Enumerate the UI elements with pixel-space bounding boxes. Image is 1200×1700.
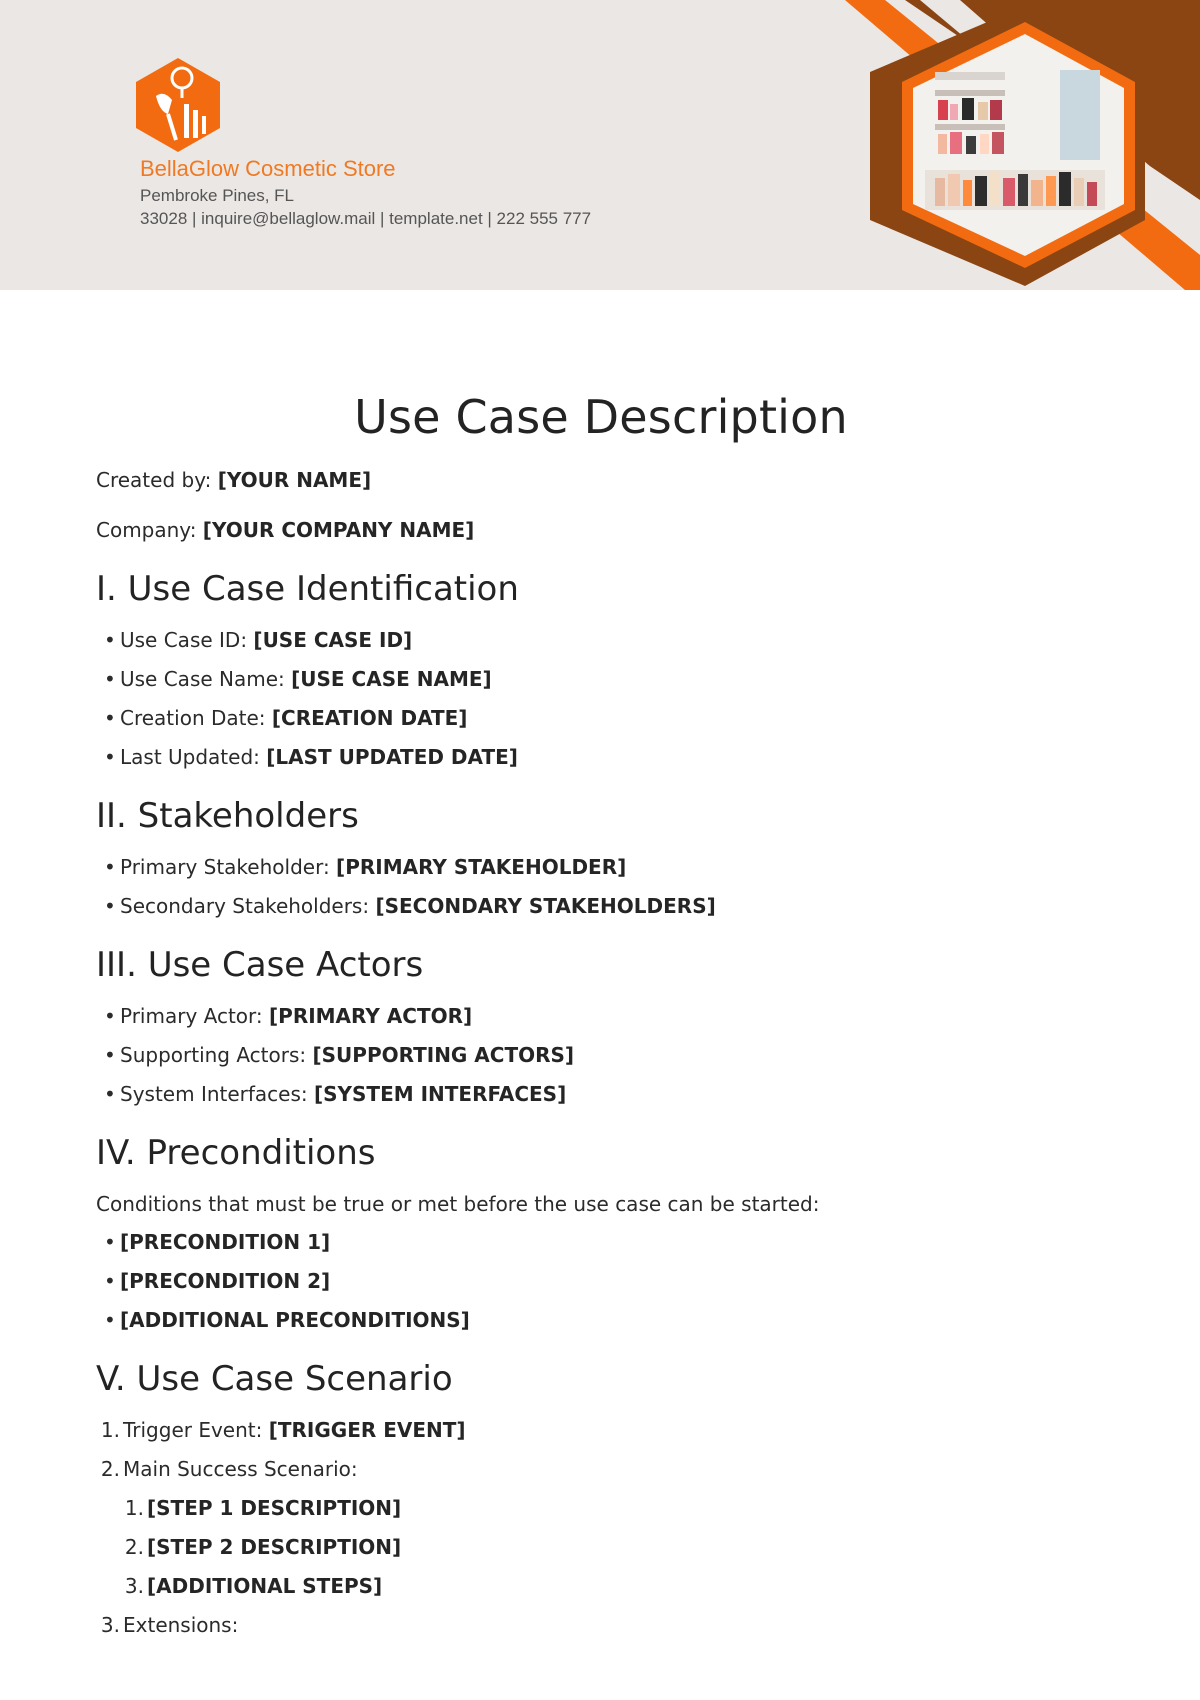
section-scenario-heading: V. Use Case Scenario: [96, 1359, 453, 1399]
stakeholders-list: [96, 853, 1106, 920]
list-item: [96, 1228, 1106, 1256]
company-label: Company:: [96, 518, 203, 542]
created-by-line: [96, 466, 1106, 494]
actors-list: [96, 1002, 1106, 1108]
item-number: 3.: [100, 1613, 120, 1637]
item-label: Use Case Name:: [120, 667, 292, 691]
item-label: Trigger Event:: [123, 1418, 269, 1442]
step-number: 3.: [124, 1574, 144, 1598]
brand-name: BellaGlow Cosmetic Store: [140, 156, 396, 181]
item-label: Primary Stakeholder:: [120, 855, 337, 879]
item-value: [SECONDARY STAKEHOLDERS]: [375, 894, 716, 918]
item-label: Primary Actor:: [120, 1004, 270, 1028]
list-item: [96, 853, 1106, 881]
item-label: Creation Date:: [120, 706, 272, 730]
item-number: 1.: [100, 1418, 120, 1442]
page-title: Use Case Description: [354, 390, 848, 444]
section-preconditions-heading: IV. Preconditions: [96, 1133, 376, 1173]
list-item: [96, 1002, 1106, 1030]
item-value: [ADDITIONAL PRECONDITIONS]: [120, 1308, 470, 1332]
section-actors-heading: III. Use Case Actors: [96, 945, 424, 985]
list-item: [96, 1080, 1106, 1108]
item-label: Use Case ID:: [120, 628, 254, 652]
item-value: [SUPPORTING ACTORS]: [312, 1043, 575, 1067]
step-text: [STEP 2 DESCRIPTION]: [147, 1535, 402, 1559]
step-item: [120, 1533, 1106, 1561]
step-item: [120, 1494, 1106, 1522]
list-item: [96, 743, 1106, 771]
list-item: [96, 1416, 1106, 1444]
section-identification-heading: I. Use Case Identification: [96, 569, 519, 609]
list-item: [96, 626, 1106, 654]
step-item: [120, 1572, 1106, 1600]
preconditions-intro: Conditions that must be true or met before the use case can be started:: [96, 1192, 820, 1216]
item-label: System Interfaces:: [120, 1082, 314, 1106]
contact-line: 33028 | inquire@bellaglow.mail | template.net | 222 555 777: [140, 209, 592, 228]
document-body: [96, 390, 1106, 1650]
item-value: [PRIMARY ACTOR]: [269, 1004, 473, 1028]
list-item: [96, 665, 1106, 693]
scenario-list: [96, 1416, 1106, 1639]
item-label: Supporting Actors:: [120, 1043, 313, 1067]
list-item: [96, 1267, 1106, 1295]
step-text: [STEP 1 DESCRIPTION]: [147, 1496, 402, 1520]
item-label: Last Updated:: [120, 745, 267, 769]
item-value: [TRIGGER EVENT]: [268, 1418, 466, 1442]
item-value: [USE CASE NAME]: [291, 667, 492, 691]
company-value: [YOUR COMPANY NAME]: [202, 518, 475, 542]
list-item: [96, 1611, 1106, 1639]
company-line: [96, 516, 1106, 544]
item-value: [CREATION DATE]: [271, 706, 468, 730]
section-stakeholders-heading: II. Stakeholders: [96, 796, 359, 836]
list-item: [96, 1041, 1106, 1069]
letterhead: [0, 0, 1200, 290]
step-number: 1.: [124, 1496, 144, 1520]
steps-list: [120, 1494, 1106, 1600]
created-by-label: Created by:: [96, 468, 218, 492]
item-value: [PRIMARY STAKEHOLDER]: [336, 855, 627, 879]
item-label: Extensions:: [123, 1613, 239, 1637]
preconditions-list: [96, 1228, 1106, 1334]
identification-list: [96, 626, 1106, 771]
item-value: [LAST UPDATED DATE]: [266, 745, 518, 769]
item-value: [PRECONDITION 1]: [120, 1230, 331, 1254]
step-text: [ADDITIONAL STEPS]: [147, 1574, 383, 1598]
item-value: [SYSTEM INTERFACES]: [314, 1082, 567, 1106]
list-item: [96, 1455, 1106, 1600]
address-line: Pembroke Pines, FL: [140, 186, 295, 205]
item-number: 2.: [100, 1457, 120, 1481]
created-by-value: [YOUR NAME]: [217, 468, 372, 492]
list-item: [96, 704, 1106, 732]
item-value: [PRECONDITION 2]: [120, 1269, 331, 1293]
item-label: Main Success Scenario:: [123, 1457, 358, 1481]
list-item: [96, 1306, 1106, 1334]
item-value: [USE CASE ID]: [253, 628, 413, 652]
list-item: [96, 892, 1106, 920]
item-label: Secondary Stakeholders:: [120, 894, 376, 918]
makeup-brush-icon: [134, 56, 222, 154]
step-number: 2.: [124, 1535, 144, 1559]
